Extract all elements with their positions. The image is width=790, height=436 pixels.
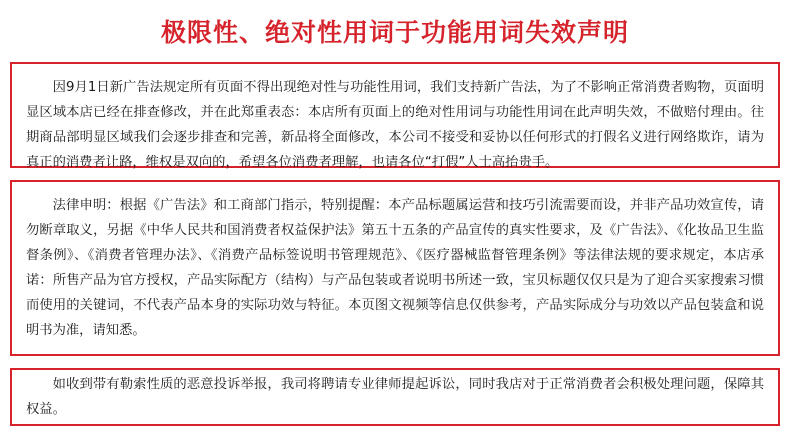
statement-text-complaint-notice: 如收到带有勒索性质的恶意投诉举报，我司将聘请专业律师提起诉讼，同时我店对于正常消费者会积极处理问题，保障其权益。 <box>26 376 764 417</box>
statement-text-legal-statement: 法律申明：根据《广告法》和工商部门指示，特别提醒：本产品标题属运营和技巧引流需要而设，并非产品功效宣传，请勿断章取义，另据《中华人民共和国消费者权益保护法》第五十五条的产品宣传的真实性要求，及《广告法》、《化妆品卫生监督条例》、《消费者管理办法》、《消费产品标签说明书管理规范》、《医疗器械监督管理条例》等法律法规的要求规定，本店承诺：所售产品为官方授权，产品实际配方（结构）与产品包装或者说明书所述一致，宝贝标题仅仅只是为了迎合买家搜索习惯而使用的关键词，不代表产品本身的实际功效与特征。本页图文视频等信息仅供参考，产品实际成分与功效以产品包装盒和说明书为准，请知悉。 <box>26 198 764 338</box>
statement-box-complaint-notice <box>10 368 780 426</box>
statement-box-legal-statement <box>10 180 780 356</box>
page-title: 极限性、绝对性用词于功能用词失效声明 <box>160 18 629 47</box>
statement-text-advertising-law: 因9月1日新广告法规定所有页面不得出现绝对性与功能性用词，我们支持新广告法，为了不影响正常消费者购物，页面明显区域本店已经在排查修改，并在此郑重表态：本店所有页面上的绝对性用词与功能性用词在此声明失效，不做赔付理由。往期商品部明显区域我们会逐步排查和完善，新品将全面修改，本公司不接受和妥协以任何形式的打假名义进行网络欺诈，请为真正的消费者让路，维权是双向的，希望各位消费者理解，也请各位“打假”人士高抬贵手。 <box>26 80 764 170</box>
statement-box-advertising-law <box>10 62 780 168</box>
